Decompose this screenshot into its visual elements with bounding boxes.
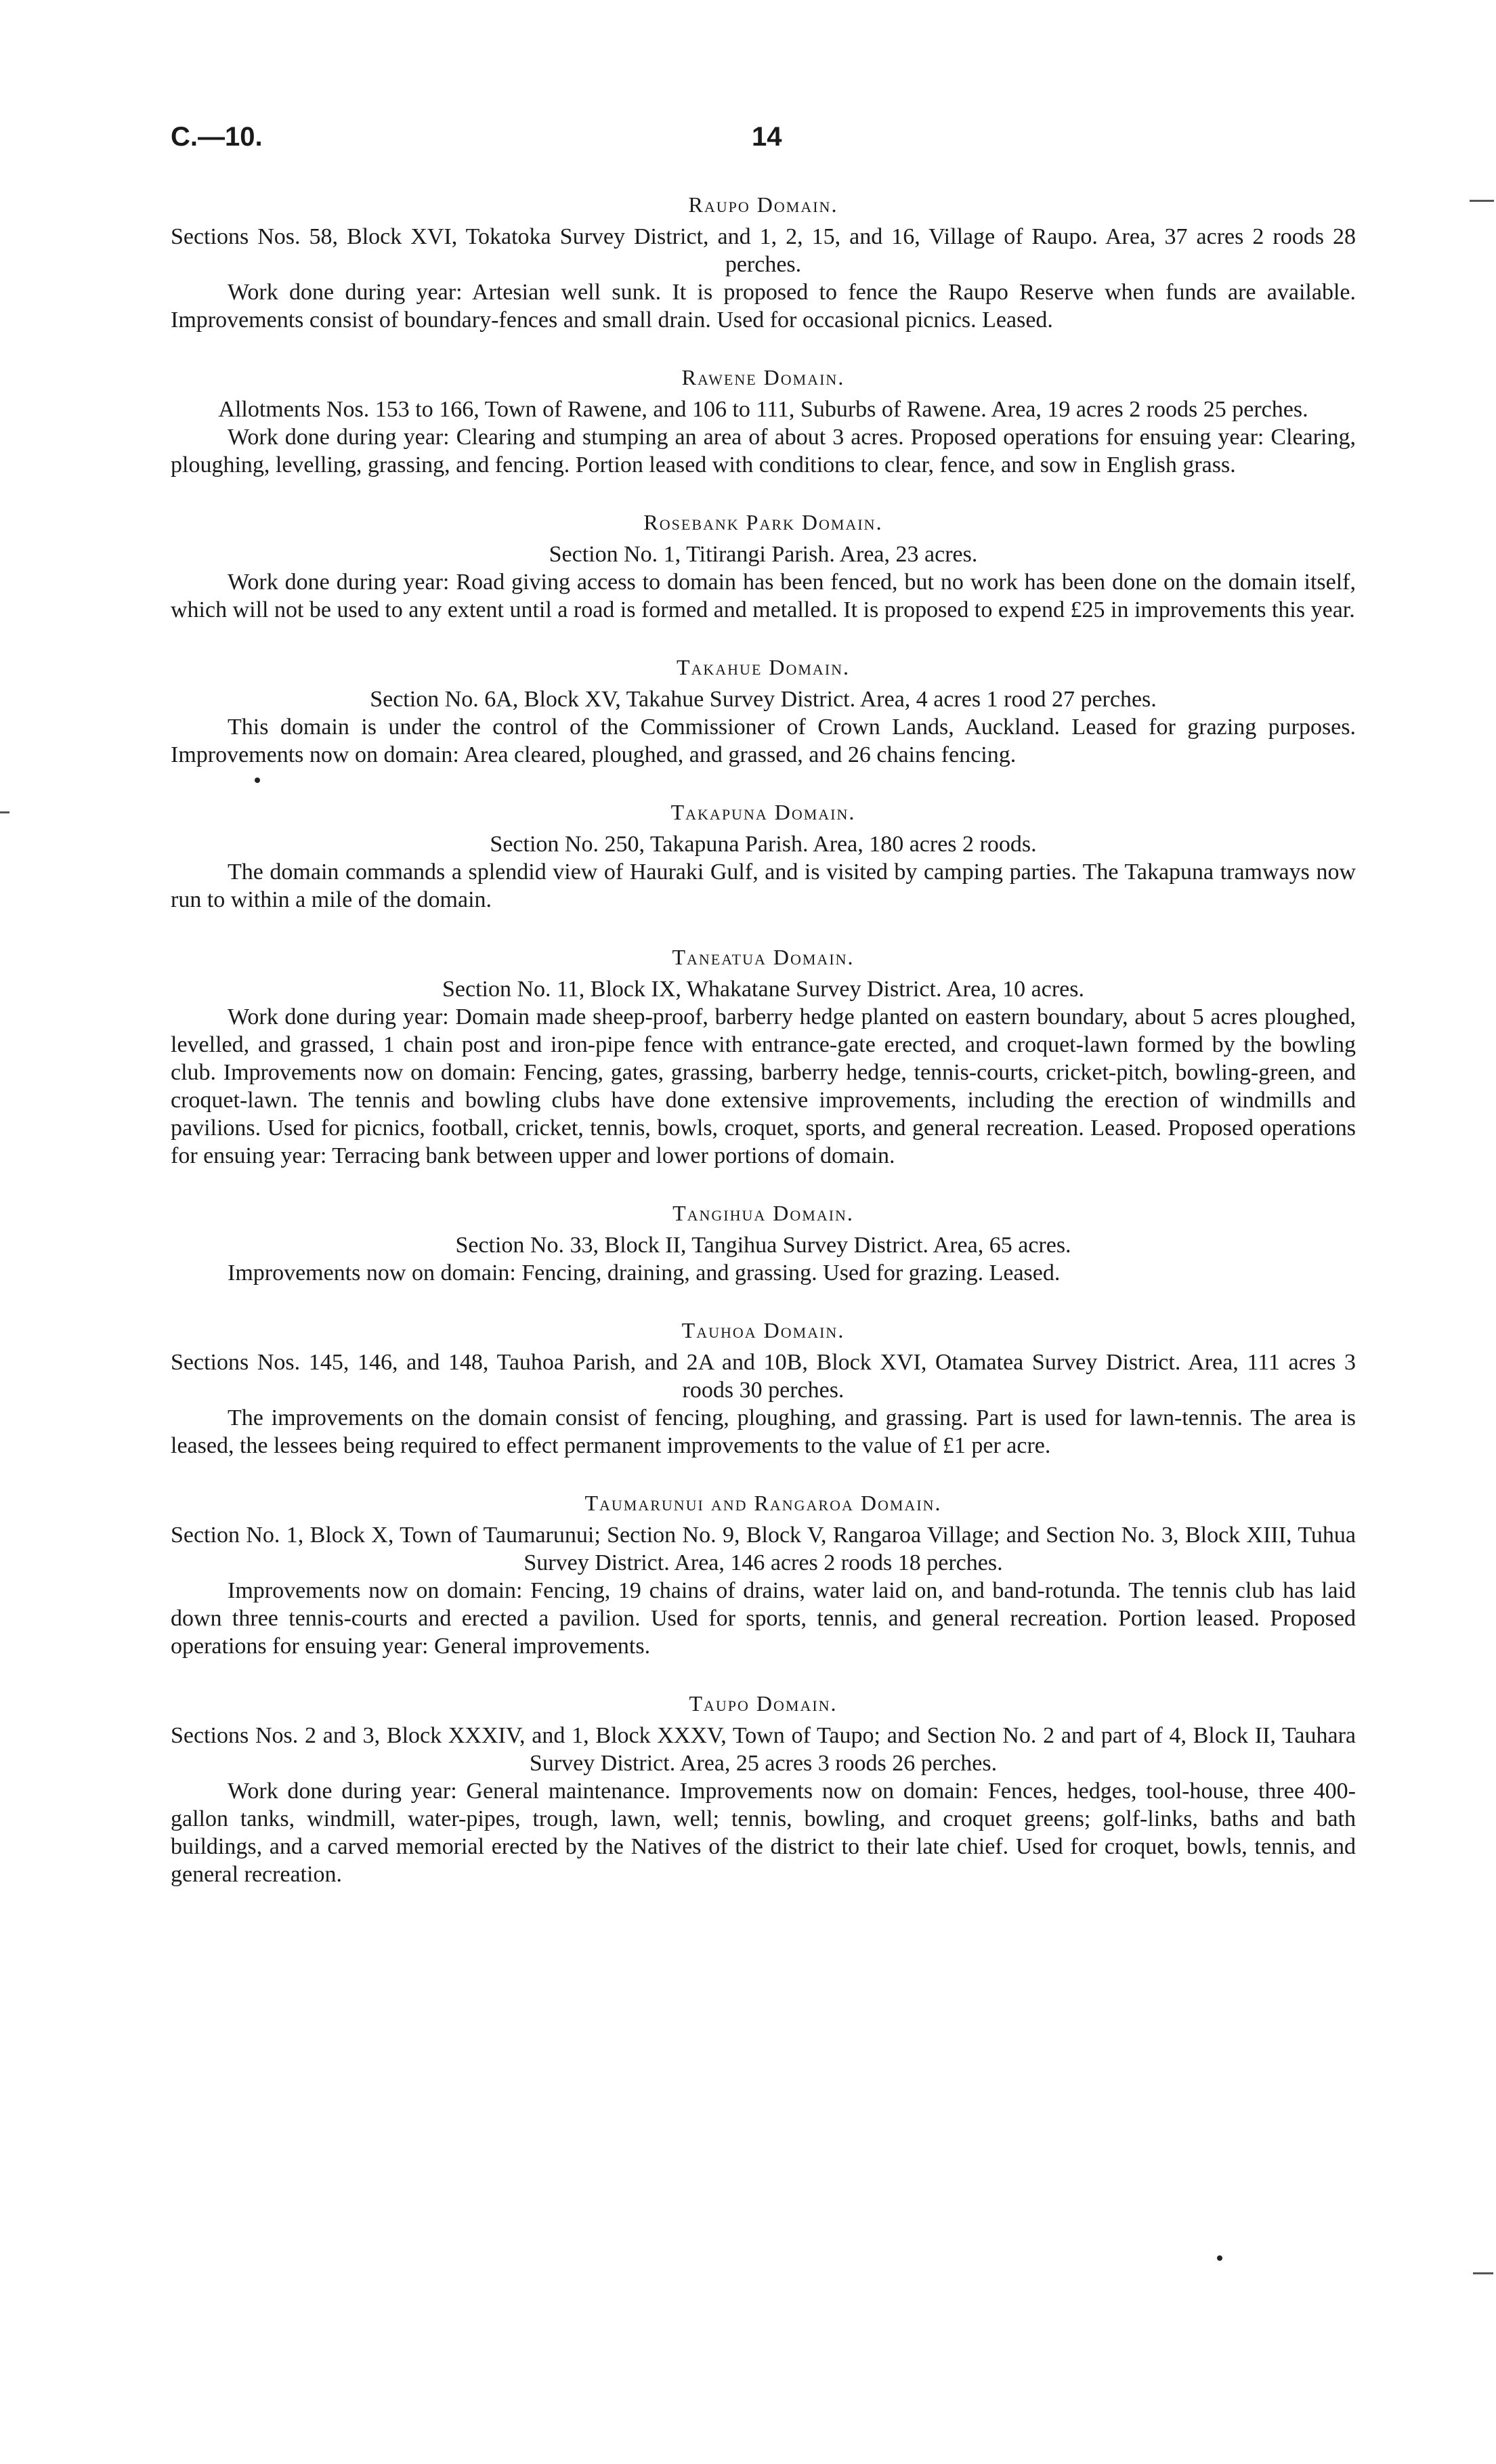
page-header	[171, 122, 1356, 163]
section-title: Taumarunui and Rangaroa Domain.	[584, 1491, 942, 1515]
section-title: Taupo Domain.	[689, 1691, 838, 1716]
section-tangihua	[171, 1199, 1356, 1287]
section-rosebank-park	[171, 509, 1356, 624]
section-takahue	[171, 654, 1356, 769]
section-title: Rawene Domain.	[681, 365, 845, 389]
section-tauhoa	[171, 1317, 1356, 1460]
section-title: Takahue Domain.	[676, 655, 851, 679]
section-raupo	[171, 191, 1356, 334]
page-number: 14	[752, 122, 782, 152]
section-heading: Sections Nos. 145, 146, and 148, Tauhoa Parish, and 2A and 10B, Block XVI, Otamatea Survey District. Area, 111 acres 3 roods 30 perches.	[171, 1350, 1356, 1403]
section-paragraph: Improvements now on domain: Fencing, draining, and grassing. Used for grazing. Leased.	[228, 1260, 1061, 1286]
section-heading: Section No. 1, Block X, Town of Taumarunui; Section No. 9, Block V, Rangaroa Village; and Section No. 3, Block XIII, Tuhua Survey District. Area, 146 acres 2 roods 18 perches.	[171, 1523, 1356, 1575]
section-paragraph: Work done during year: Clearing and stumping an area of about 3 acres. Proposed operations for ensuing year: Clearing, ploughing, levelling, grassing, and fencing. Portion leased with conditions to clear, fence, and sow in English grass.	[171, 425, 1356, 477]
section-heading: Sections Nos. 58, Block XVI, Tokatoka Survey District, and 1, 2, 15, and 16, Village of Raupo. Area, 37 acres 2 roods 28 perches.	[171, 224, 1356, 277]
section-title: Takapuna Domain.	[670, 800, 856, 824]
section-taumarunui-rangaroa	[171, 1489, 1356, 1660]
section-paragraph: This domain is under the control of the Commissioner of Crown Lands, Auckland. Leased for grazing purposes. Improvements now on domain: Area cleared, ploughed, and grassed, and 26 chains fencing.	[171, 715, 1356, 767]
scan-mark	[0, 811, 9, 813]
scan-mark	[1473, 2272, 1493, 2274]
section-heading: Section No. 1, Titirangi Parish. Area, 23 acres.	[549, 542, 978, 567]
section-paragraph: The improvements on the domain consist of fencing, ploughing, and grassing. Part is used for lawn-tennis. The area is leased, the lessees being required to effect permanent improvements to the value of £1 per acre.	[171, 1405, 1356, 1458]
section-paragraph: Work done during year: General maintenance. Improvements now on domain: Fences, hedges, tool-house, three 400-gallon tanks, windmill, water-pipes, trough, lawn, well; tennis, bowling, and croquet greens; golf-links, baths and bath buildings, and a carved memorial erected by the Natives of the district to their late chief. Used for croquet, bowls, tennis, and general recreation.	[171, 1779, 1356, 1887]
section-heading: Section No. 250, Takapuna Parish. Area, 180 acres 2 roods.	[490, 832, 1037, 857]
section-paragraph: Work done during year: Domain made sheep-proof, barberry hedge planted on eastern boundary, about 5 acres ploughed, levelled, and grassed, 1 chain post and iron-pipe fence with entrance-gate erected, and croquet-lawn formed by the bowling club. Improvements now on domain: Fencing, gates, grassing, barberry hedge, tennis-courts, cricket-pitch, bowling-green, and croquet-lawn. The tennis and bowling clubs have done extensive improvements, including the erection of windmills and pavilions. Used for picnics, football, cricket, tennis, bowls, croquet, sports, and general recreation. Leased. Proposed operations for ensuing year: Terracing bank between upper and lower portions of domain.	[171, 1004, 1356, 1168]
section-taneatua	[171, 943, 1356, 1170]
section-heading: Section No. 33, Block II, Tangihua Survey District. Area, 65 acres.	[455, 1233, 1071, 1258]
section-paragraph: Work done during year: Road giving access to domain has been fenced, but no work has been done on the domain itself, which will not be used to any extent until a road is formed and metalled. It is proposed to expend £25 in improvements this year.	[171, 570, 1356, 622]
scan-mark	[1470, 200, 1494, 202]
section-title: Tangihua Domain.	[672, 1201, 854, 1225]
section-taupo	[171, 1690, 1356, 1888]
section-paragraph: The domain commands a splendid view of Hauraki Gulf, and is visited by camping parties. The Takapuna tramways now run to within a mile of the domain.	[171, 859, 1356, 912]
scan-speck	[255, 778, 260, 783]
section-title: Taneatua Domain.	[672, 945, 855, 969]
section-heading: Section No. 11, Block IX, Whakatane Survey District. Area, 10 acres.	[442, 977, 1084, 1002]
section-title: Tauhoa Domain.	[681, 1318, 845, 1342]
page-reference: C.—10.	[171, 122, 263, 152]
section-rawene	[171, 364, 1356, 479]
section-heading: Section No. 6A, Block XV, Takahue Survey District. Area, 4 acres 1 rood 27 perches.	[370, 687, 1157, 712]
section-heading: Allotments Nos. 153 to 166, Town of Rawene, and 106 to 111, Suburbs of Rawene. Area, 19 acres 2 roods 25 perches.	[218, 397, 1308, 422]
section-paragraph: Work done during year: Artesian well sunk. It is proposed to fence the Raupo Reserve when funds are available. Improvements consist of boundary-fences and small drain. Used for occasional picnics. Leased.	[171, 280, 1356, 333]
section-title: Rosebank Park Domain.	[643, 510, 883, 534]
section-paragraph: Improvements now on domain: Fencing, 19 chains of drains, water laid on, and band-rotunda. The tennis club has laid down three tennis-courts and erected a pavilion. Used for sports, tennis, and general recreation. Portion leased. Proposed operations for ensuing year: General improvements.	[171, 1578, 1356, 1659]
scan-speck	[1217, 2255, 1222, 2261]
section-title: Raupo Domain.	[688, 192, 838, 217]
document-body	[171, 191, 1356, 1918]
section-takapuna	[171, 799, 1356, 914]
section-heading: Sections Nos. 2 and 3, Block XXXIV, and 1, Block XXXV, Town of Taupo; and Section No. 2 and part of 4, Block II, Tauhara Survey District. Area, 25 acres 3 roods 26 perches.	[171, 1723, 1356, 1776]
